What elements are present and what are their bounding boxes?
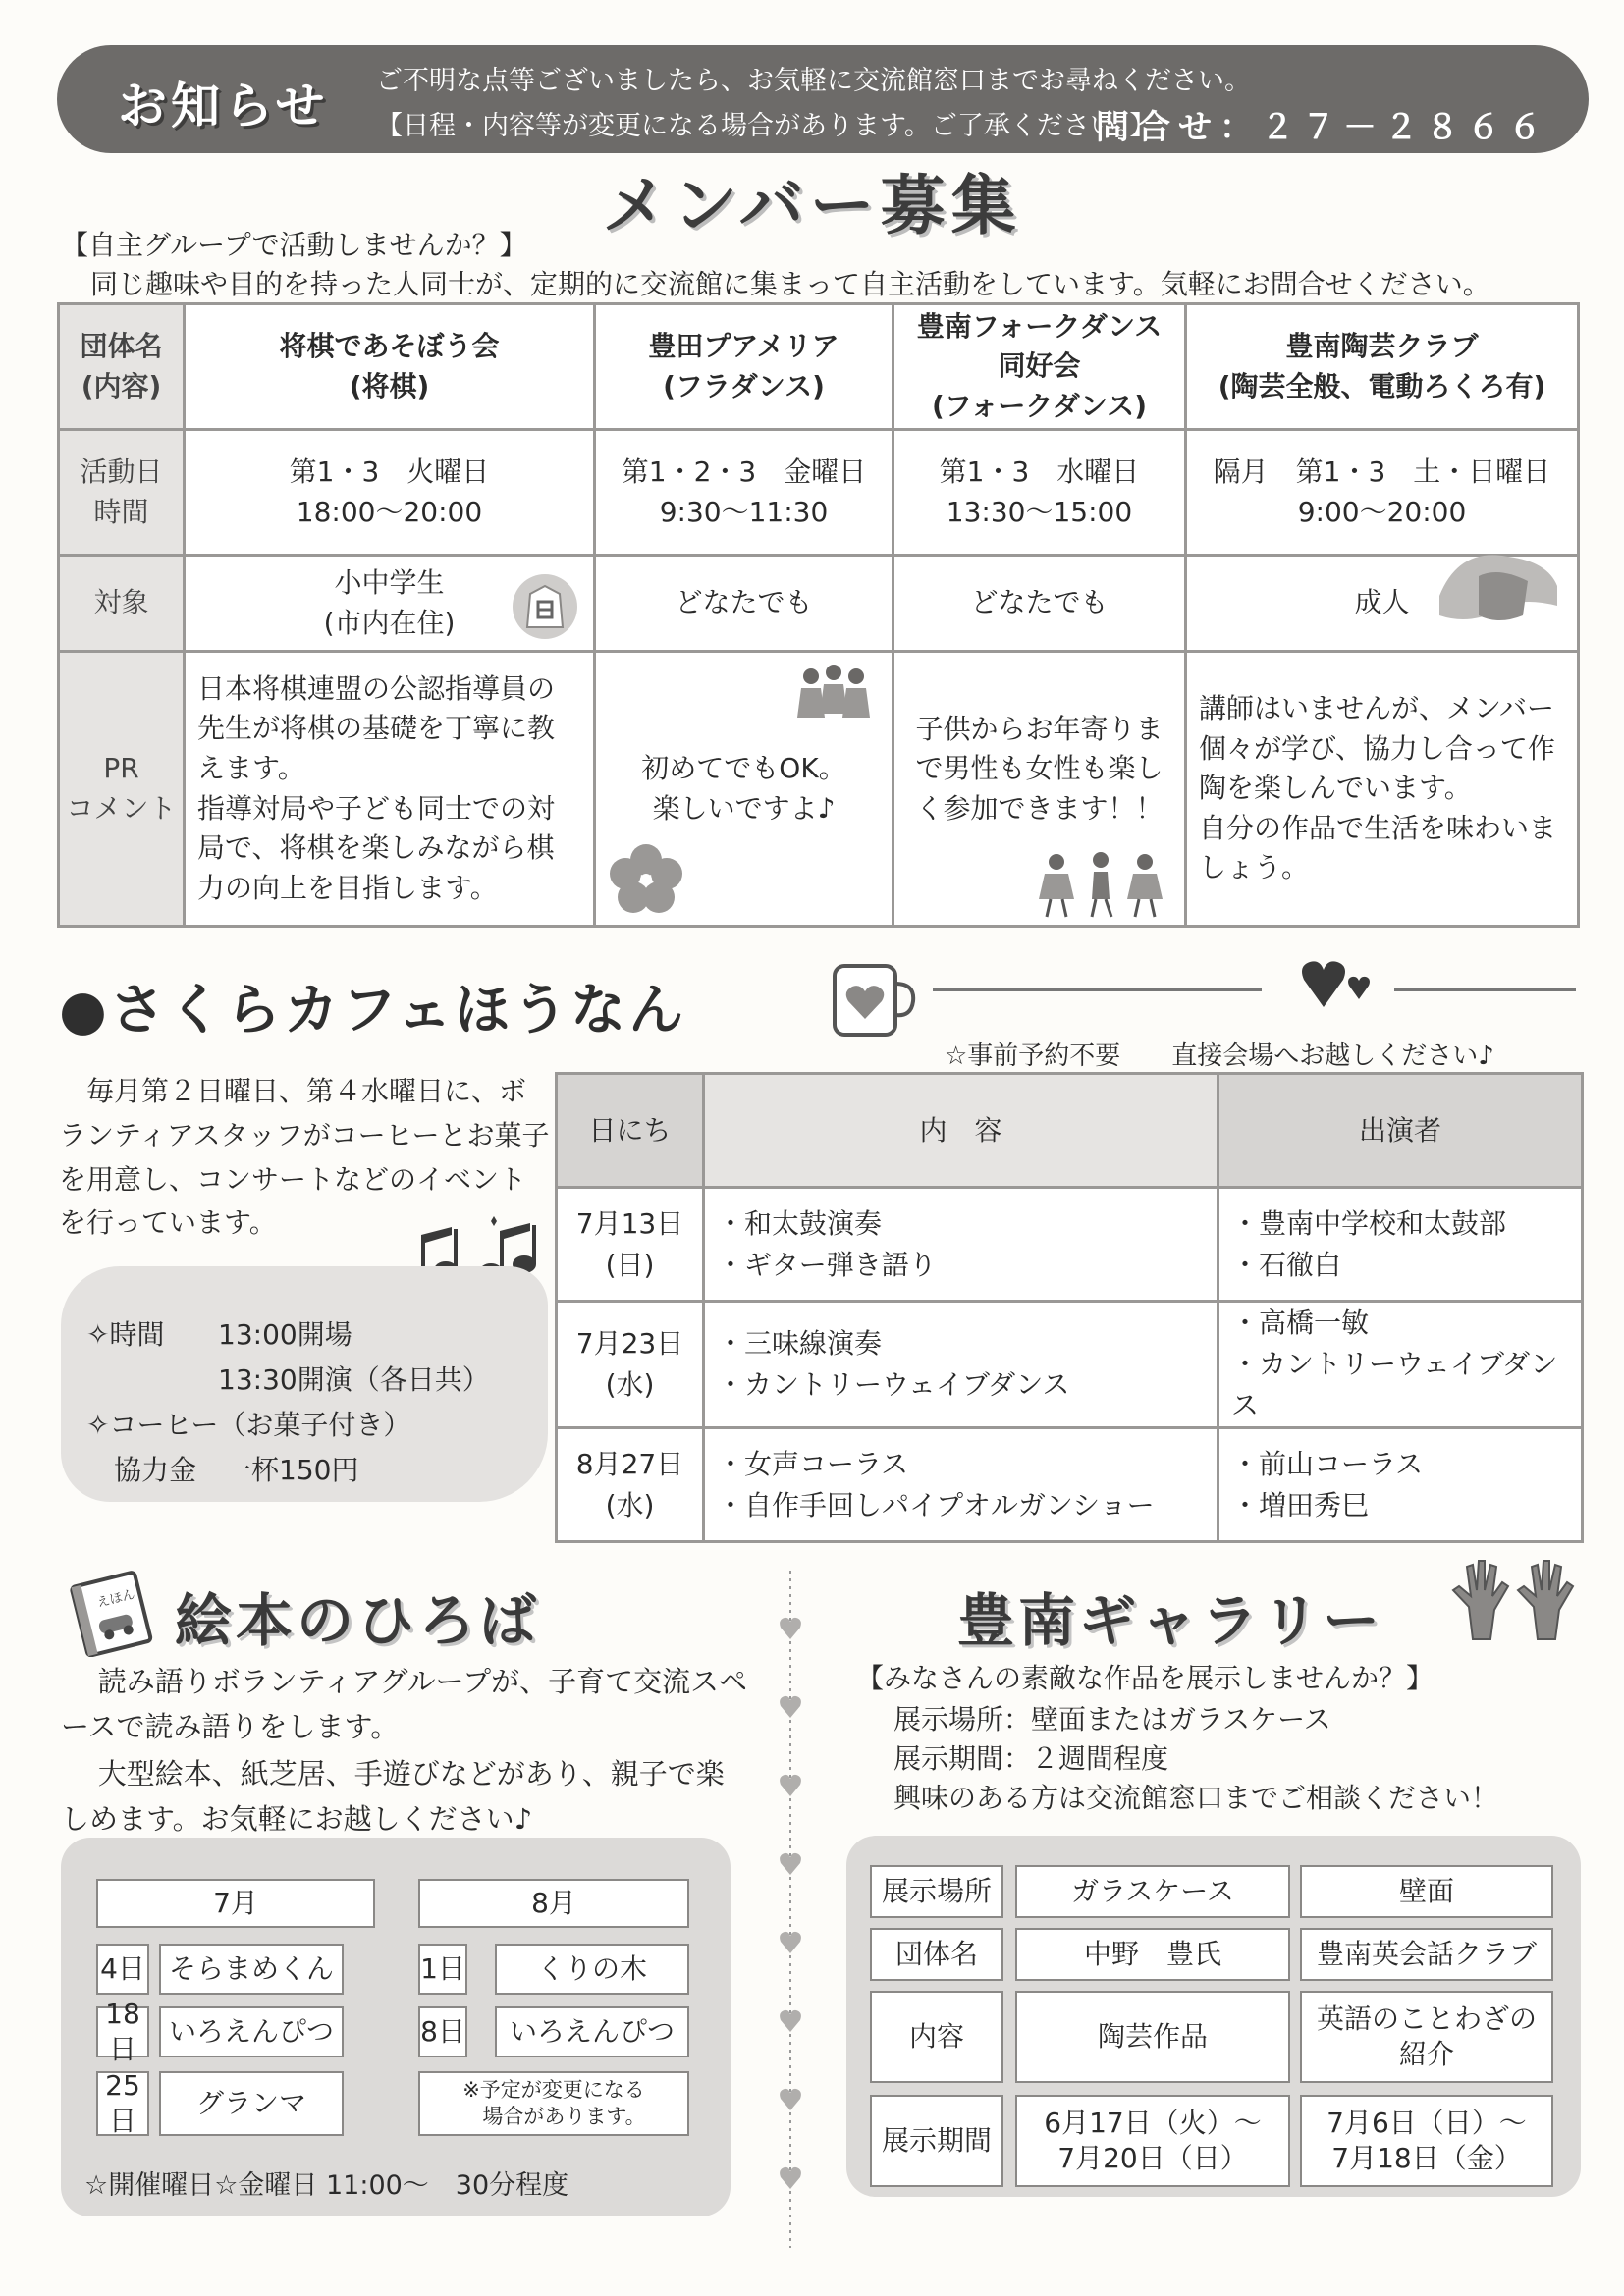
target-text: 小中学生 [334, 565, 445, 599]
schedule-cell [185, 430, 595, 556]
pr-line: 自分の作品で生活を味わいま [1199, 811, 1557, 844]
pr-line: 力の向上を目指します。 [197, 871, 498, 904]
picture-book-icon [63, 1569, 161, 1657]
schedule-day: 25日 [96, 2071, 149, 2136]
target-text: 成人 [1354, 586, 1410, 619]
notice-banner [57, 45, 1589, 153]
row-header-text: (内容) [81, 369, 162, 402]
gallery-group-cell: 中野 豊氏 [1015, 1928, 1290, 1981]
schedule-cell [893, 430, 1186, 556]
event-date-text: 8月27日 [575, 1447, 684, 1480]
event-contents [704, 1188, 1218, 1302]
gallery-row-label: 展示期間 [870, 2095, 1003, 2187]
schedule-day: 18日 [96, 2006, 149, 2057]
group-content: (フォークダンス) [931, 389, 1148, 422]
schedule-day: 1日 [418, 1944, 467, 1995]
activity-time: 18:00～20:00 [296, 495, 483, 528]
heart-divider [776, 1571, 805, 2248]
pr-line: 日本将棋連盟の公認指導員の [197, 671, 556, 705]
event-weekday: (日) [605, 1248, 655, 1281]
notice-line-2: 【日程・内容等が変更になる場合があります。ご了承ください。】 [376, 111, 1157, 141]
row-header-text: 活動日 [80, 454, 163, 488]
gallery-row-label: 展示場所 [870, 1865, 1003, 1918]
activity-day: 隔月 第1・3 土・日曜日 [1213, 454, 1551, 488]
member-subtitle: 【自主グループで活動しませんか？】 [61, 229, 527, 261]
gallery-period-cell [1015, 2095, 1290, 2187]
pr-line: えます。 [197, 751, 305, 784]
event-content-item: ・女声コーラス [717, 1447, 909, 1480]
activity-day: 第1・3 水曜日 [939, 454, 1140, 488]
group-name: 将棋であそぼう会 [279, 329, 500, 362]
ehon-footer: ☆開催曜日☆金曜日 11:00～ 30分程度 [84, 2170, 569, 2201]
row-header-target: 対象 [59, 556, 185, 652]
cafe-coffee: ✧コーヒー（お菓子付き） [86, 1409, 411, 1441]
performer-item: ・豊南中学校和太鼓部 [1231, 1206, 1507, 1240]
event-weekday: (水) [605, 1368, 655, 1401]
event-performers [1218, 1188, 1583, 1302]
schedule-cell [595, 430, 893, 556]
event-content-item: ・ギター弾き語り [717, 1248, 937, 1281]
cafe-schedule-table [555, 1072, 1584, 1543]
cafe-open-time: 13:00開場 [218, 1318, 352, 1351]
pr-line: しょう。 [1199, 851, 1310, 884]
table-row [557, 1428, 1583, 1542]
activity-day: 第1・2・3 金曜日 [621, 454, 867, 488]
gallery-period-cell [1300, 2095, 1553, 2187]
gallery-content-cell: 陶芸作品 [1015, 1991, 1290, 2083]
gallery-group-cell: 豊南英会話クラブ [1300, 1928, 1553, 1981]
hands-icon [1443, 1553, 1581, 1641]
month-header-august: 8月 [418, 1879, 689, 1928]
row-header-pr [59, 652, 185, 927]
row-header-group [59, 304, 185, 430]
event-content-item: ・自作手回しパイプオルガンショー [717, 1488, 1155, 1522]
schedule-day: 8日 [418, 2006, 467, 2057]
column-header: 出演者 [1218, 1074, 1583, 1188]
pr-line: 先生が将棋の基礎を丁寧に教 [197, 712, 556, 745]
target-cell [185, 556, 595, 652]
group-name: 豊田プアメリア [648, 329, 839, 362]
hearts-icon [1298, 950, 1377, 1019]
cafe-price: 協力金 一杯150円 [114, 1454, 359, 1486]
member-section-title: メンバー募集 [602, 168, 1022, 243]
target-cell: どなたでも [893, 556, 1186, 652]
pr-line: く参加できます！！ [915, 791, 1164, 825]
schedule-day: 4日 [96, 1944, 149, 1995]
notice-line-1: ご不明な点等ございましたら、お気軽に交流館窓口までお尋ねください。 [376, 66, 1251, 96]
event-date [557, 1428, 704, 1542]
gallery-contact: 興味のある方は交流館窓口までご相談ください！ [893, 1782, 1499, 1814]
cafe-note: ☆事前予約不要 直接会場へお越しください♪ [945, 1041, 1494, 1071]
pr-comment [595, 652, 893, 927]
decorative-line [933, 988, 1262, 991]
hula-dancers-icon [789, 659, 878, 747]
pr-line: 初めてでもOK。 [641, 751, 846, 784]
period-line: 7月18日（金） [1331, 2142, 1522, 2174]
schedule-group: くりの木 [495, 1944, 689, 1995]
group-name-cell [595, 304, 893, 430]
note-line: 場合があります。 [461, 2105, 646, 2128]
activity-time: 9:30～11:30 [659, 495, 829, 528]
event-content-item: ・カントリーウェイブダンス [717, 1368, 1070, 1401]
target-cell: どなたでも [595, 556, 893, 652]
pr-line: 子供からお年寄りま [915, 712, 1164, 745]
gallery-table-box [846, 1836, 1581, 2197]
row-header-text: 時間 [93, 495, 149, 528]
pr-comment [1186, 652, 1579, 927]
target-text: (市内在住) [323, 606, 456, 639]
note-line: ※予定が変更になる [462, 2077, 645, 2102]
contact-phone: 問合せ：２７－２８６６ [1096, 108, 1549, 147]
event-performers [1218, 1428, 1583, 1542]
performer-item: ・前山コーラス [1231, 1447, 1424, 1480]
ehon-title: 絵本のひろば [175, 1587, 541, 1654]
event-content-item: ・三味線演奏 [717, 1327, 883, 1360]
group-content: (フラダンス) [663, 369, 825, 402]
event-contents [704, 1428, 1218, 1542]
event-date [557, 1188, 704, 1302]
period-line: 6月17日（火）～ [1044, 2106, 1262, 2139]
event-date-text: 7月13日 [575, 1206, 684, 1240]
gallery-period: 展示期間：２週間程度 [893, 1742, 1169, 1775]
table-row [557, 1302, 1583, 1428]
table-row [59, 430, 1579, 556]
schedule-change-note [418, 2071, 689, 2136]
performer-item: ・高橋一敏 [1231, 1307, 1370, 1339]
pr-comment [185, 652, 595, 927]
gallery-subtitle: 【みなさんの素敵な作品を展示しませんか？】 [856, 1662, 1435, 1694]
table-row [59, 556, 1579, 652]
cafe-start-time: 13:30開演（各日共） [218, 1363, 490, 1396]
row-header-text: PR [103, 751, 139, 784]
member-intro: 同じ趣味や目的を持った人同士が、定期的に交流館に集まって自主活動をしています。気軽にお問合せください。 [90, 268, 1490, 300]
pottery-hands-icon [1420, 537, 1567, 635]
schedule-group: そらまめくん [159, 1944, 344, 1995]
pr-line: 陶を楽しんでいます。 [1199, 772, 1472, 805]
group-name: 豊南フォークダンス [916, 309, 1163, 343]
schedule-group: いろえんぴつ [159, 2006, 344, 2057]
group-name-cell [185, 304, 595, 430]
pr-line: で男性も女性も楽し [915, 752, 1164, 785]
event-content-item: ・和太鼓演奏 [717, 1206, 883, 1240]
cafe-time-label: ✧時間 [86, 1318, 165, 1351]
target-cell [1186, 556, 1579, 652]
ehon-schedule-box [61, 1838, 731, 2216]
performer-item: ・増田秀巳 [1231, 1488, 1370, 1522]
ehon-description-1: 読み語りボランティアグループが、子育て交流スペースで読み語りをします。 [61, 1665, 748, 1744]
pr-line: 講師はいませんが、メンバー [1199, 692, 1555, 725]
performer-item: ・石徹白 [1231, 1248, 1342, 1281]
activity-time: 13:30～15:00 [946, 495, 1133, 528]
column-header: 内 容 [704, 1074, 1218, 1188]
table-row [557, 1074, 1583, 1188]
group-name: 豊南陶芸クラブ [1285, 329, 1479, 362]
column-header: 日にち [557, 1074, 704, 1188]
pr-line: 個々が学び、協力し合って作 [1199, 731, 1555, 765]
member-table [57, 302, 1580, 928]
folk-dancers-icon [1027, 850, 1174, 921]
event-weekday: (水) [605, 1488, 655, 1522]
pr-line: 楽しいですよ♪ [652, 791, 836, 825]
table-row [59, 304, 1579, 430]
table-row [557, 1188, 1583, 1302]
content-line: 紹介 [1398, 2038, 1454, 2070]
event-date [557, 1302, 704, 1428]
pr-text [894, 710, 1184, 829]
gallery-title: 豊南ギャラリー [957, 1587, 1384, 1654]
coffee-mug-icon [827, 954, 917, 1044]
event-performers [1218, 1302, 1583, 1428]
pr-line: 局で、将棋を楽しみながら棋 [197, 831, 555, 865]
table-row [59, 652, 1579, 927]
shogi-piece-icon [511, 572, 579, 641]
activity-time: 9:00～20:00 [1297, 495, 1467, 528]
gallery-row-label: 内容 [870, 1991, 1003, 2083]
period-line: 7月6日（日）～ [1326, 2106, 1527, 2139]
row-header-schedule [59, 430, 185, 556]
group-content: (将棋) [349, 369, 430, 402]
notice-title: お知らせ [118, 78, 329, 134]
group-name-cell [1186, 304, 1579, 430]
schedule-group: いろえんぴつ [495, 2006, 689, 2057]
month-header-july: 7月 [96, 1879, 375, 1928]
decorative-line [1394, 988, 1576, 991]
performer-item: ・カントリーウェイブダンス [1231, 1348, 1558, 1421]
ehon-description-2: 大型絵本、紙芝居、手遊びなどがあり、親子で楽しめます。お気軽にお越しください♪ [61, 1757, 725, 1837]
event-contents [704, 1302, 1218, 1428]
schedule-group: グランマ [159, 2071, 344, 2136]
pr-comment [893, 652, 1186, 927]
hibiscus-flower-icon [602, 838, 690, 917]
gallery-place: 展示場所：壁面またはガラスケース [893, 1703, 1331, 1735]
gallery-row-label: 団体名 [870, 1928, 1003, 1981]
event-date-text: 7月23日 [575, 1327, 684, 1360]
cafe-title: ●さくらカフェほうなん [59, 979, 687, 1042]
row-header-text: コメント [66, 791, 177, 825]
cafe-description: 毎月第２日曜日、第４水曜日に、ボランティアスタッフがコーヒーとお菓子を用意し、コンサートなどのイベントを行っています。 [59, 1075, 550, 1240]
gallery-content-cell [1300, 1991, 1553, 2083]
content-line: 英語のことわざの [1316, 2002, 1537, 2035]
group-content: (陶芸全般、電動ろくろ有) [1218, 369, 1546, 402]
gallery-place-cell: ガラスケース [1015, 1865, 1290, 1918]
book-icon-label: えほん [95, 1587, 137, 1612]
pr-line: 指導対局や子ども同士での対 [197, 791, 556, 825]
group-name: 同好会 [998, 349, 1081, 383]
group-name-cell [893, 304, 1186, 430]
gallery-place-cell: 壁面 [1300, 1865, 1553, 1918]
activity-day: 第1・3 火曜日 [289, 454, 490, 488]
row-header-text: 団体名 [80, 329, 163, 362]
period-line: 7月20日（日） [1057, 2142, 1248, 2174]
